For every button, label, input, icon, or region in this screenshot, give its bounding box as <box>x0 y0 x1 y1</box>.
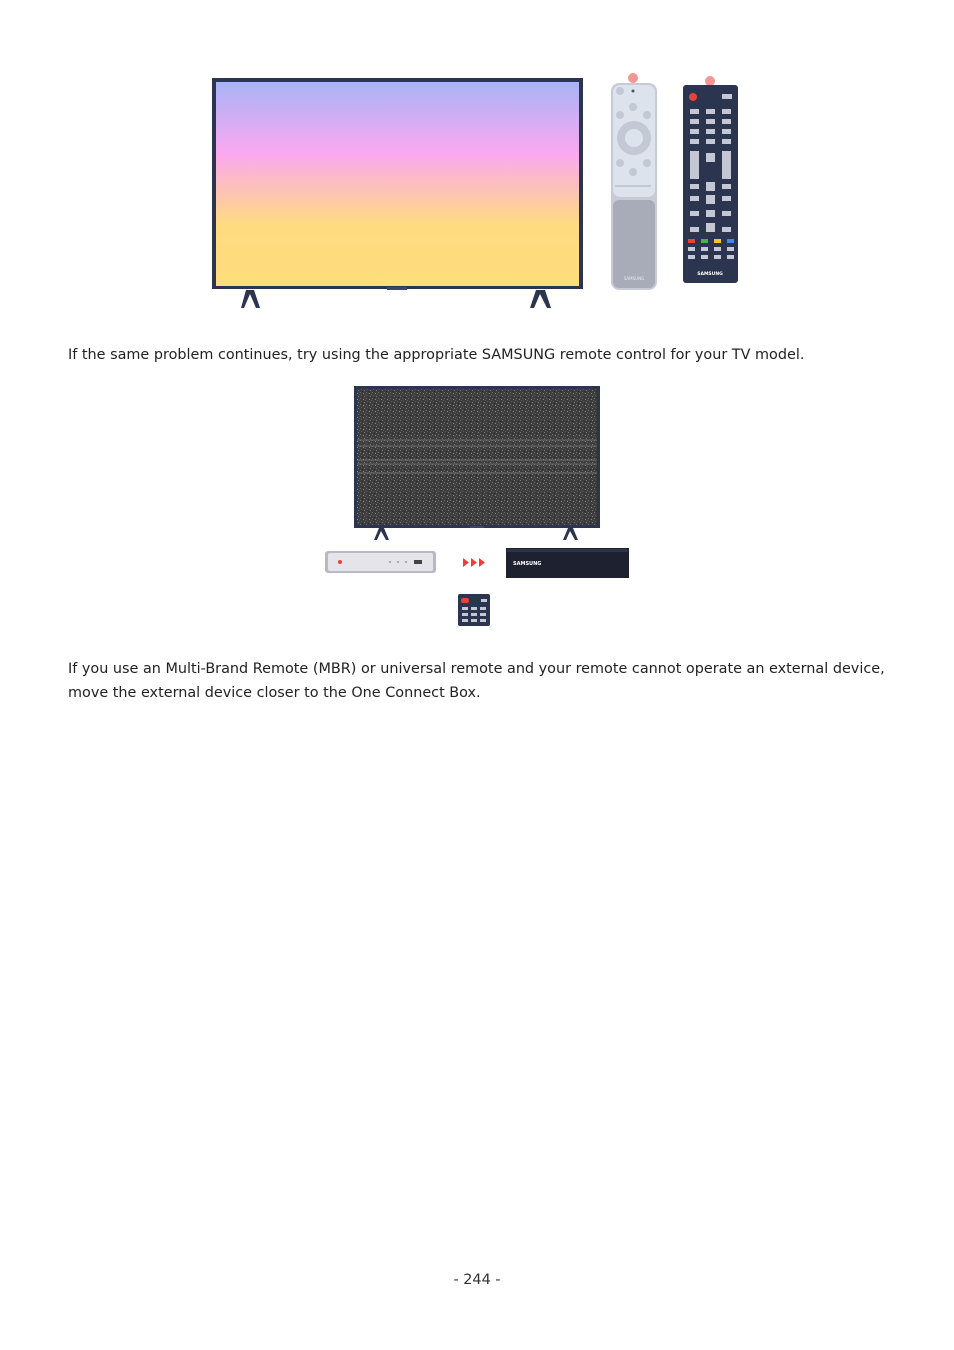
one-connect-brand-label: SAMSUNG <box>513 561 542 567</box>
tv-stand-left <box>241 290 260 308</box>
external-device <box>325 551 436 573</box>
ir-remote <box>683 76 738 283</box>
tv-with-static <box>354 386 600 540</box>
instruction-paragraph-1: If the same problem continues, try using the appropriate SAMSUNG remote control for your TV model. <box>68 347 805 363</box>
ir-remote-brand-label: SAMSUNG <box>697 272 723 277</box>
small-remote <box>458 594 490 626</box>
tv <box>212 78 583 308</box>
static-screen <box>357 389 597 525</box>
tv-stand-right <box>530 290 551 308</box>
one-connect-box <box>506 548 629 578</box>
ir-signal-arrows <box>463 558 485 567</box>
tv-static-external-device-illustration <box>0 380 954 630</box>
remote-brand-label: SAMSUNG <box>623 276 645 281</box>
instruction-paragraph-2: If you use an Multi-Brand Remote (MBR) or universal remote and your remote cannot operate an external device, move the external device closer to the One Connect Box. <box>68 661 885 701</box>
smart-remote <box>611 73 657 290</box>
page-number: - 244 - <box>453 1272 501 1288</box>
tv-screen <box>216 82 579 286</box>
tv-and-remotes-illustration <box>0 70 954 315</box>
